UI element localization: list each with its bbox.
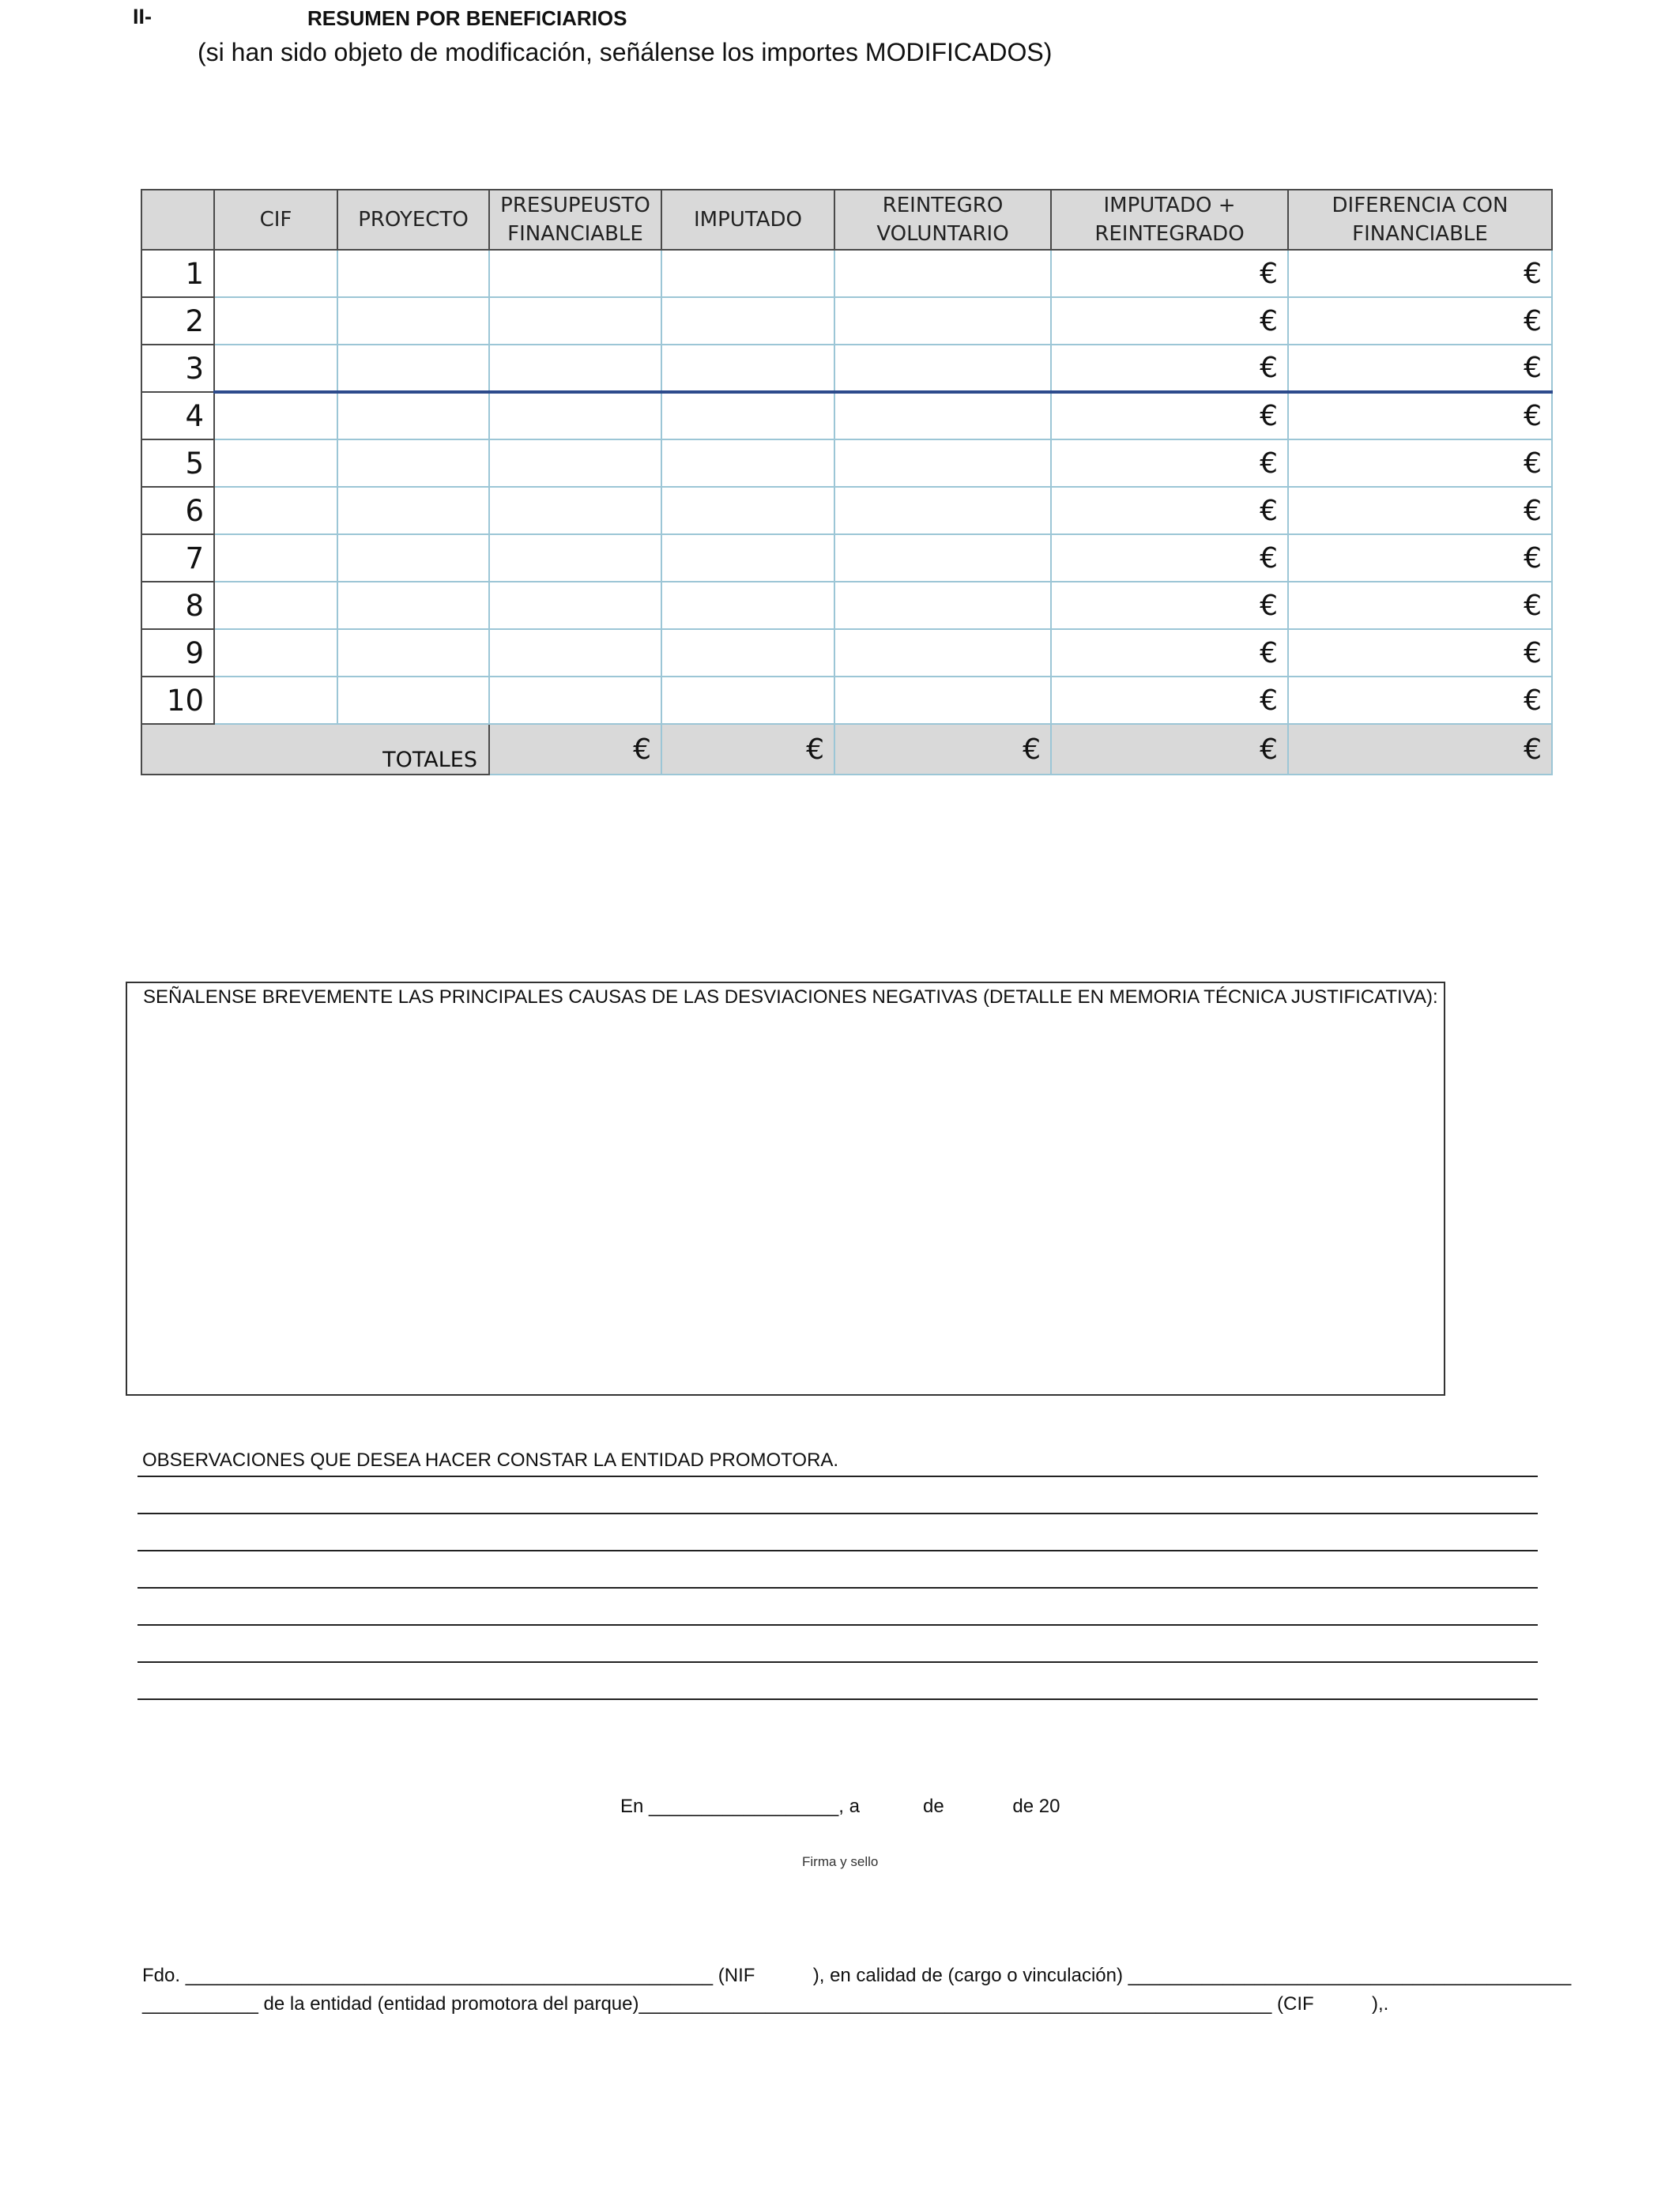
observation-line[interactable] — [137, 1476, 1538, 1477]
row-number: 10 — [141, 677, 214, 724]
totals-row — [141, 724, 1552, 775]
table-row — [141, 629, 1552, 677]
presupuesto-cell[interactable] — [489, 534, 661, 582]
header-proyecto: PROYECTO — [337, 190, 489, 250]
observation-line[interactable] — [137, 1661, 1538, 1663]
row-number: 3 — [141, 345, 214, 392]
imputado-reintegrado-cell[interactable]: € — [1051, 677, 1288, 724]
cif-cell[interactable] — [214, 250, 337, 297]
total-presupuesto-cell[interactable]: € — [489, 724, 661, 775]
table-row — [141, 345, 1552, 392]
proyecto-cell[interactable] — [337, 345, 489, 392]
proyecto-cell[interactable] — [337, 629, 489, 677]
section-number: II- — [133, 5, 152, 28]
section-title: RESUMEN POR BENEFICIARIOS — [307, 6, 627, 30]
observations-label: OBSERVACIONES QUE DESEA HACER CONSTAR LA ENTIDAD PROMOTORA. — [142, 1449, 839, 1471]
imputado-reintegrado-cell[interactable]: € — [1051, 487, 1288, 534]
imputado-cell[interactable] — [661, 297, 834, 345]
proyecto-cell[interactable] — [337, 250, 489, 297]
presupuesto-cell[interactable] — [489, 629, 661, 677]
imputado-cell[interactable] — [661, 250, 834, 297]
row-number: 2 — [141, 297, 214, 345]
table-row — [141, 487, 1552, 534]
cif-cell[interactable] — [214, 392, 337, 439]
reintegro-cell[interactable] — [834, 250, 1051, 297]
proyecto-cell[interactable] — [337, 534, 489, 582]
row-number: 8 — [141, 582, 214, 629]
beneficiaries-table — [141, 189, 1553, 775]
presupuesto-cell[interactable] — [489, 439, 661, 487]
table-row — [141, 582, 1552, 629]
diferencia-cell[interactable]: € — [1288, 250, 1552, 297]
table-row — [141, 677, 1552, 724]
imputado-cell[interactable] — [661, 534, 834, 582]
cif-cell[interactable] — [214, 629, 337, 677]
total-reintegro-cell[interactable]: € — [834, 724, 1051, 775]
diferencia-cell[interactable]: € — [1288, 677, 1552, 724]
total-imputado-reintegrado-cell[interactable]: € — [1051, 724, 1288, 775]
presupuesto-cell[interactable] — [489, 677, 661, 724]
section-subtitle: (si han sido objeto de modificación, señálense los importes MODIFICADOS) — [198, 38, 1053, 66]
proyecto-cell[interactable] — [337, 392, 489, 439]
reintegro-cell[interactable] — [834, 439, 1051, 487]
imputado-reintegrado-cell[interactable]: € — [1051, 297, 1288, 345]
row-number: 5 — [141, 439, 214, 487]
reintegro-cell[interactable] — [834, 582, 1051, 629]
diferencia-cell[interactable]: € — [1288, 345, 1552, 392]
row-number: 1 — [141, 250, 214, 297]
imputado-cell[interactable] — [661, 629, 834, 677]
reintegro-cell[interactable] — [834, 392, 1051, 439]
header-presupuesto: PRESUPEUSTO FINANCIABLE — [489, 190, 661, 250]
header-diferencia: DIFERENCIA CON FINANCIABLE — [1288, 190, 1552, 250]
presupuesto-cell[interactable] — [489, 250, 661, 297]
total-diferencia-cell[interactable]: € — [1288, 724, 1552, 775]
imputado-cell[interactable] — [661, 487, 834, 534]
cif-cell[interactable] — [214, 345, 337, 392]
header-imputado: IMPUTADO — [661, 190, 834, 250]
row-number: 4 — [141, 392, 214, 439]
table-row — [141, 439, 1552, 487]
table-row — [141, 534, 1552, 582]
imputado-reintegrado-cell[interactable]: € — [1051, 534, 1288, 582]
imputado-reintegrado-cell[interactable]: € — [1051, 582, 1288, 629]
table-row — [141, 392, 1552, 439]
reintegro-cell[interactable] — [834, 534, 1051, 582]
row-number: 6 — [141, 487, 214, 534]
imputado-cell[interactable] — [661, 439, 834, 487]
cif-cell[interactable] — [214, 439, 337, 487]
proyecto-cell[interactable] — [337, 439, 489, 487]
causes-box[interactable] — [126, 982, 1445, 1396]
reintegro-cell[interactable] — [834, 487, 1051, 534]
header-imputado-reintegrado: IMPUTADO + REINTEGRADO — [1051, 190, 1288, 250]
reintegro-cell[interactable] — [834, 629, 1051, 677]
header-reintegro: REINTEGRO VOLUNTARIO — [834, 190, 1051, 250]
total-imputado-cell[interactable]: € — [661, 724, 834, 775]
reintegro-cell[interactable] — [834, 297, 1051, 345]
row-number: 9 — [141, 629, 214, 677]
imputado-reintegrado-cell[interactable]: € — [1051, 439, 1288, 487]
reintegro-cell[interactable] — [834, 677, 1051, 724]
signatory-line[interactable]: Fdo. __________________________________________________ (NIF ), en calidad de (cargo o vinculación) __________________________________________ — [142, 1965, 1572, 1986]
causes-label: SEÑALENSE BREVEMENTE LAS PRINCIPALES CAUSAS DE LAS DESVIACIONES NEGATIVAS (DETALLE EN MEMORIA TÉCNICA JUSTIFICATIVA): — [143, 986, 1438, 1008]
diferencia-cell[interactable]: € — [1288, 629, 1552, 677]
imputado-reintegrado-cell[interactable]: € — [1051, 250, 1288, 297]
imputado-reintegrado-cell[interactable]: € — [1051, 629, 1288, 677]
imputado-cell[interactable] — [661, 392, 834, 439]
presupuesto-cell[interactable] — [489, 297, 661, 345]
observation-line[interactable] — [137, 1513, 1538, 1514]
proyecto-cell[interactable] — [337, 582, 489, 629]
header-index — [141, 190, 214, 250]
row-number: 7 — [141, 534, 214, 582]
observation-line[interactable] — [137, 1624, 1538, 1626]
totals-label: TOTALES — [141, 724, 489, 775]
presupuesto-cell[interactable] — [489, 392, 661, 439]
table-row — [141, 250, 1552, 297]
table-row — [141, 297, 1552, 345]
presupuesto-cell[interactable] — [489, 487, 661, 534]
cif-cell[interactable] — [214, 677, 337, 724]
imputado-cell[interactable] — [661, 582, 834, 629]
observation-line[interactable] — [137, 1587, 1538, 1589]
cif-cell[interactable] — [214, 582, 337, 629]
imputado-reintegrado-cell[interactable]: € — [1051, 392, 1288, 439]
diferencia-cell[interactable]: € — [1288, 392, 1552, 439]
header-cif: CIF — [214, 190, 337, 250]
presupuesto-cell[interactable] — [489, 345, 661, 392]
reintegro-cell[interactable] — [834, 345, 1051, 392]
table-header-row — [141, 190, 1552, 250]
diferencia-cell[interactable]: € — [1288, 439, 1552, 487]
place-date-line[interactable]: En __________________, a de de 20 — [620, 1796, 1060, 1817]
cif-cell[interactable] — [214, 534, 337, 582]
observation-line[interactable] — [137, 1698, 1538, 1700]
diferencia-cell[interactable]: € — [1288, 487, 1552, 534]
imputado-cell[interactable] — [661, 677, 834, 724]
imputado-cell[interactable] — [661, 345, 834, 392]
imputado-reintegrado-cell[interactable]: € — [1051, 345, 1288, 392]
diferencia-cell[interactable]: € — [1288, 534, 1552, 582]
diferencia-cell[interactable]: € — [1288, 297, 1552, 345]
proyecto-cell[interactable] — [337, 297, 489, 345]
entity-line[interactable]: ___________ de la entidad (entidad promotora del parque)____________________________________________________________ (CIF ),. — [142, 1993, 1389, 2015]
cif-cell[interactable] — [214, 487, 337, 534]
observation-line[interactable] — [137, 1550, 1538, 1551]
presupuesto-cell[interactable] — [489, 582, 661, 629]
cif-cell[interactable] — [214, 297, 337, 345]
diferencia-cell[interactable]: € — [1288, 582, 1552, 629]
proyecto-cell[interactable] — [337, 487, 489, 534]
signature-label: Firma y sello — [802, 1854, 879, 1869]
proyecto-cell[interactable] — [337, 677, 489, 724]
